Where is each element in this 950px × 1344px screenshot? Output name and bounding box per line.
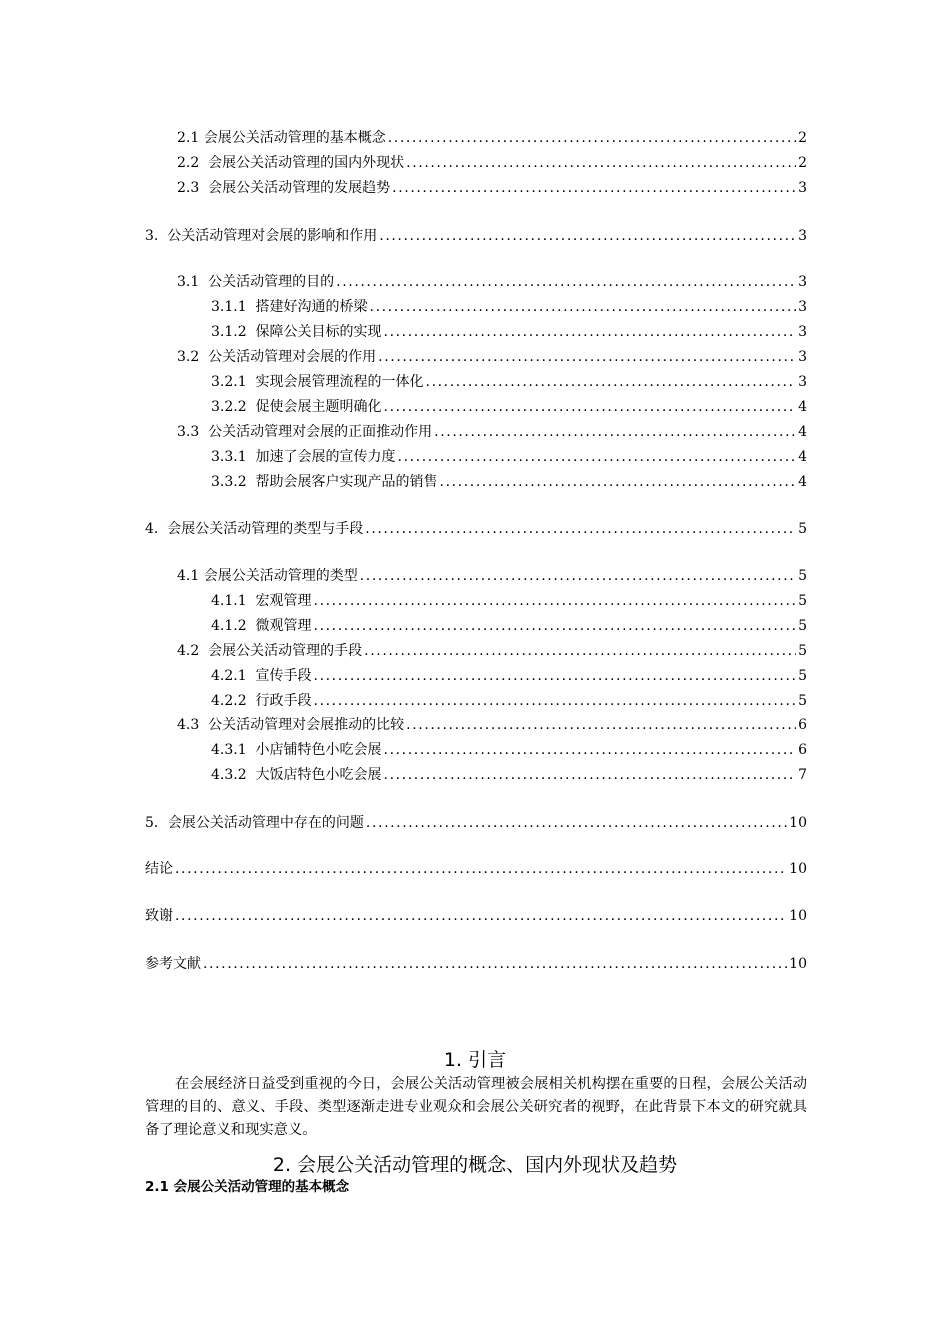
toc-entry-page: 4	[798, 424, 807, 440]
toc-entry-page: 5	[798, 668, 807, 684]
toc-entry-page: 7	[798, 767, 807, 783]
toc-entry-page: 5	[798, 568, 807, 584]
toc-entry-page: 10	[789, 956, 807, 972]
toc-leader	[175, 860, 787, 878]
toc-leader	[370, 298, 797, 316]
toc-leader	[426, 373, 797, 391]
toc-leader	[392, 179, 796, 197]
toc-entry-page: 5	[798, 521, 807, 537]
toc-entry-4-3-1[interactable]	[211, 741, 807, 759]
section-1-heading: 1. 引言	[443, 1049, 507, 1071]
toc-entry-references[interactable]	[145, 955, 807, 973]
toc-leader	[440, 473, 797, 491]
toc-entry-page: 3	[798, 374, 807, 390]
toc-entry-label: 4.2 会展公关活动管理的手段	[177, 643, 363, 659]
toc-entry-label: 4.2.1 宣传手段	[211, 668, 312, 684]
toc-entry-page: 10	[789, 908, 807, 924]
toc-entry-label: 5．会展公关活动管理中存在的问题	[145, 815, 364, 831]
toc-entry-3-2-1[interactable]	[211, 373, 807, 391]
toc-entry-page: 6	[798, 742, 807, 758]
toc-entry-page: 4	[798, 399, 807, 415]
toc-entry-label: 2.1 会展公关活动管理的基本概念	[177, 130, 386, 146]
toc-leader	[366, 814, 787, 832]
section-1-paragraph: 在会展经济日益受到重视的今日，会展公关活动管理被会展相关机构摆在重要的日程，会展公关活动管理的目的、意义、手段、类型逐渐走进专业观众和会展公关研究者的视野，在此背景下本文的研究就具备了理论意义和现实意义。	[145, 1076, 807, 1138]
toc-entry-label: 4.2.2 行政手段	[211, 693, 312, 709]
toc-entry-4[interactable]	[145, 520, 807, 538]
toc-entry-page: 2	[798, 130, 807, 146]
section-2-heading: 2. 会展公关活动管理的概念、国内外现状及趋势	[272, 1154, 678, 1176]
toc-leader	[365, 520, 796, 538]
toc-entry-page: 3	[798, 274, 807, 290]
toc-entry-label: 3.2.2 促使会展主题明确化	[211, 399, 382, 415]
toc-entry-page: 3	[798, 228, 807, 244]
toc-leader	[314, 592, 797, 610]
toc-entry-page: 3	[798, 349, 807, 365]
toc-entry-3-3-2[interactable]	[211, 473, 807, 491]
toc-entry-label: 4.1 会展公关活动管理的类型	[177, 568, 358, 584]
toc-entry-4-1-1[interactable]	[211, 592, 807, 610]
toc-entry-page: 10	[789, 815, 807, 831]
toc-entry-page: 4	[798, 449, 807, 465]
toc-entry-label: 3. 公关活动管理对会展的影响和作用	[145, 228, 378, 244]
toc-entry-label: 4.3.2 大饭店特色小吃会展	[211, 767, 382, 783]
toc-entry-page: 3	[798, 324, 807, 340]
toc-entry-4-3-2[interactable]	[211, 766, 807, 784]
toc-entry-acknowledgements[interactable]	[145, 907, 807, 925]
toc-entry-label: 3.2 公关活动管理对会展的作用	[177, 349, 377, 365]
toc-entry-label: 3.1.2 保障公关目标的实现	[211, 324, 382, 340]
toc-entry-label: 参考文献	[145, 956, 201, 972]
toc-entry-4-2-1[interactable]	[211, 667, 807, 685]
toc-entry-page: 6	[798, 717, 807, 733]
toc-entry-4-3[interactable]	[177, 716, 807, 734]
toc-leader	[175, 907, 787, 925]
toc-leader	[406, 716, 796, 734]
toc-leader	[384, 766, 797, 784]
toc-entry-page: 3	[798, 299, 807, 315]
toc-entry-label: 3.3.1 加速了会展的宣传力度	[211, 449, 396, 465]
toc-entry-label: 4.3 公关活动管理对会展推动的比较	[177, 717, 405, 733]
toc-leader	[384, 398, 797, 416]
toc-entry-3[interactable]	[145, 227, 807, 245]
toc-leader	[384, 741, 797, 759]
toc-entry-4-1[interactable]	[177, 567, 807, 585]
toc-leader	[336, 273, 796, 291]
toc-entry-3-2-2[interactable]	[211, 398, 807, 416]
toc-entry-3-1-2[interactable]	[211, 323, 807, 341]
toc-entry-page: 2	[798, 155, 807, 171]
toc-leader	[406, 154, 796, 172]
toc-entry-2-3[interactable]	[177, 179, 807, 197]
toc-entry-label: 3.2.1 实现会展管理流程的一体化	[211, 374, 424, 390]
toc-entry-label: 4.1.2 微观管理	[211, 618, 312, 634]
toc-entry-label: 3.1.1 搭建好沟通的桥梁	[211, 299, 368, 315]
toc-entry-page: 5	[798, 618, 807, 634]
toc-entry-page: 5	[798, 693, 807, 709]
toc-entry-label: 4. 会展公关活动管理的类型与手段	[145, 521, 364, 537]
toc-entry-conclusion[interactable]	[145, 860, 807, 878]
toc-leader	[379, 227, 796, 245]
toc-entry-3-1-1[interactable]	[211, 298, 807, 316]
section-2-1-heading: 2.1 会展公关活动管理的基本概念	[145, 1179, 350, 1195]
toc-entry-label: 3.1 公关活动管理的目的	[177, 274, 335, 290]
toc-entry-label: 3.3 公关活动管理对会展的正面推动作用	[177, 424, 433, 440]
toc-entry-3-1[interactable]	[177, 273, 807, 291]
toc-leader	[360, 567, 796, 585]
toc-entry-page: 10	[789, 861, 807, 877]
toc-leader	[364, 642, 796, 660]
toc-entry-3-3-1[interactable]	[211, 448, 807, 466]
toc-leader	[378, 348, 796, 366]
toc-entry-page: 3	[798, 180, 807, 196]
toc-entry-3-3[interactable]	[177, 423, 807, 441]
toc-leader	[434, 423, 796, 441]
toc-entry-2-2[interactable]	[177, 154, 807, 172]
toc-entry-label: 结论	[145, 861, 173, 877]
toc-entry-label: 2.2 会展公关活动管理的国内外现状	[177, 155, 405, 171]
toc-entry-label: 致谢	[145, 908, 173, 924]
toc-entry-page: 5	[798, 643, 807, 659]
toc-entry-4-2[interactable]	[177, 642, 807, 660]
toc-leader	[398, 448, 797, 466]
toc-leader	[384, 323, 797, 341]
toc-entry-label: 2.3 会展公关活动管理的发展趋势	[177, 180, 391, 196]
toc-entry-3-2[interactable]	[177, 348, 807, 366]
toc-entry-4-2-2[interactable]	[211, 692, 807, 710]
toc-entry-4-1-2[interactable]	[211, 617, 807, 635]
toc-entry-label: 3.3.2 帮助会展客户实现产品的销售	[211, 474, 438, 490]
toc-entry-label: 4.1.1 宏观管理	[211, 593, 312, 609]
toc-leader	[388, 129, 796, 147]
toc-leader	[314, 667, 797, 685]
toc-leader	[314, 692, 797, 710]
toc-entry-2-1[interactable]	[177, 129, 807, 147]
toc-leader	[314, 617, 797, 635]
toc-entry-label: 4.3.1 小店铺特色小吃会展	[211, 742, 382, 758]
toc-leader	[203, 955, 787, 973]
toc-entry-page: 5	[798, 593, 807, 609]
toc-entry-5[interactable]	[145, 814, 807, 832]
toc-entry-page: 4	[798, 474, 807, 490]
